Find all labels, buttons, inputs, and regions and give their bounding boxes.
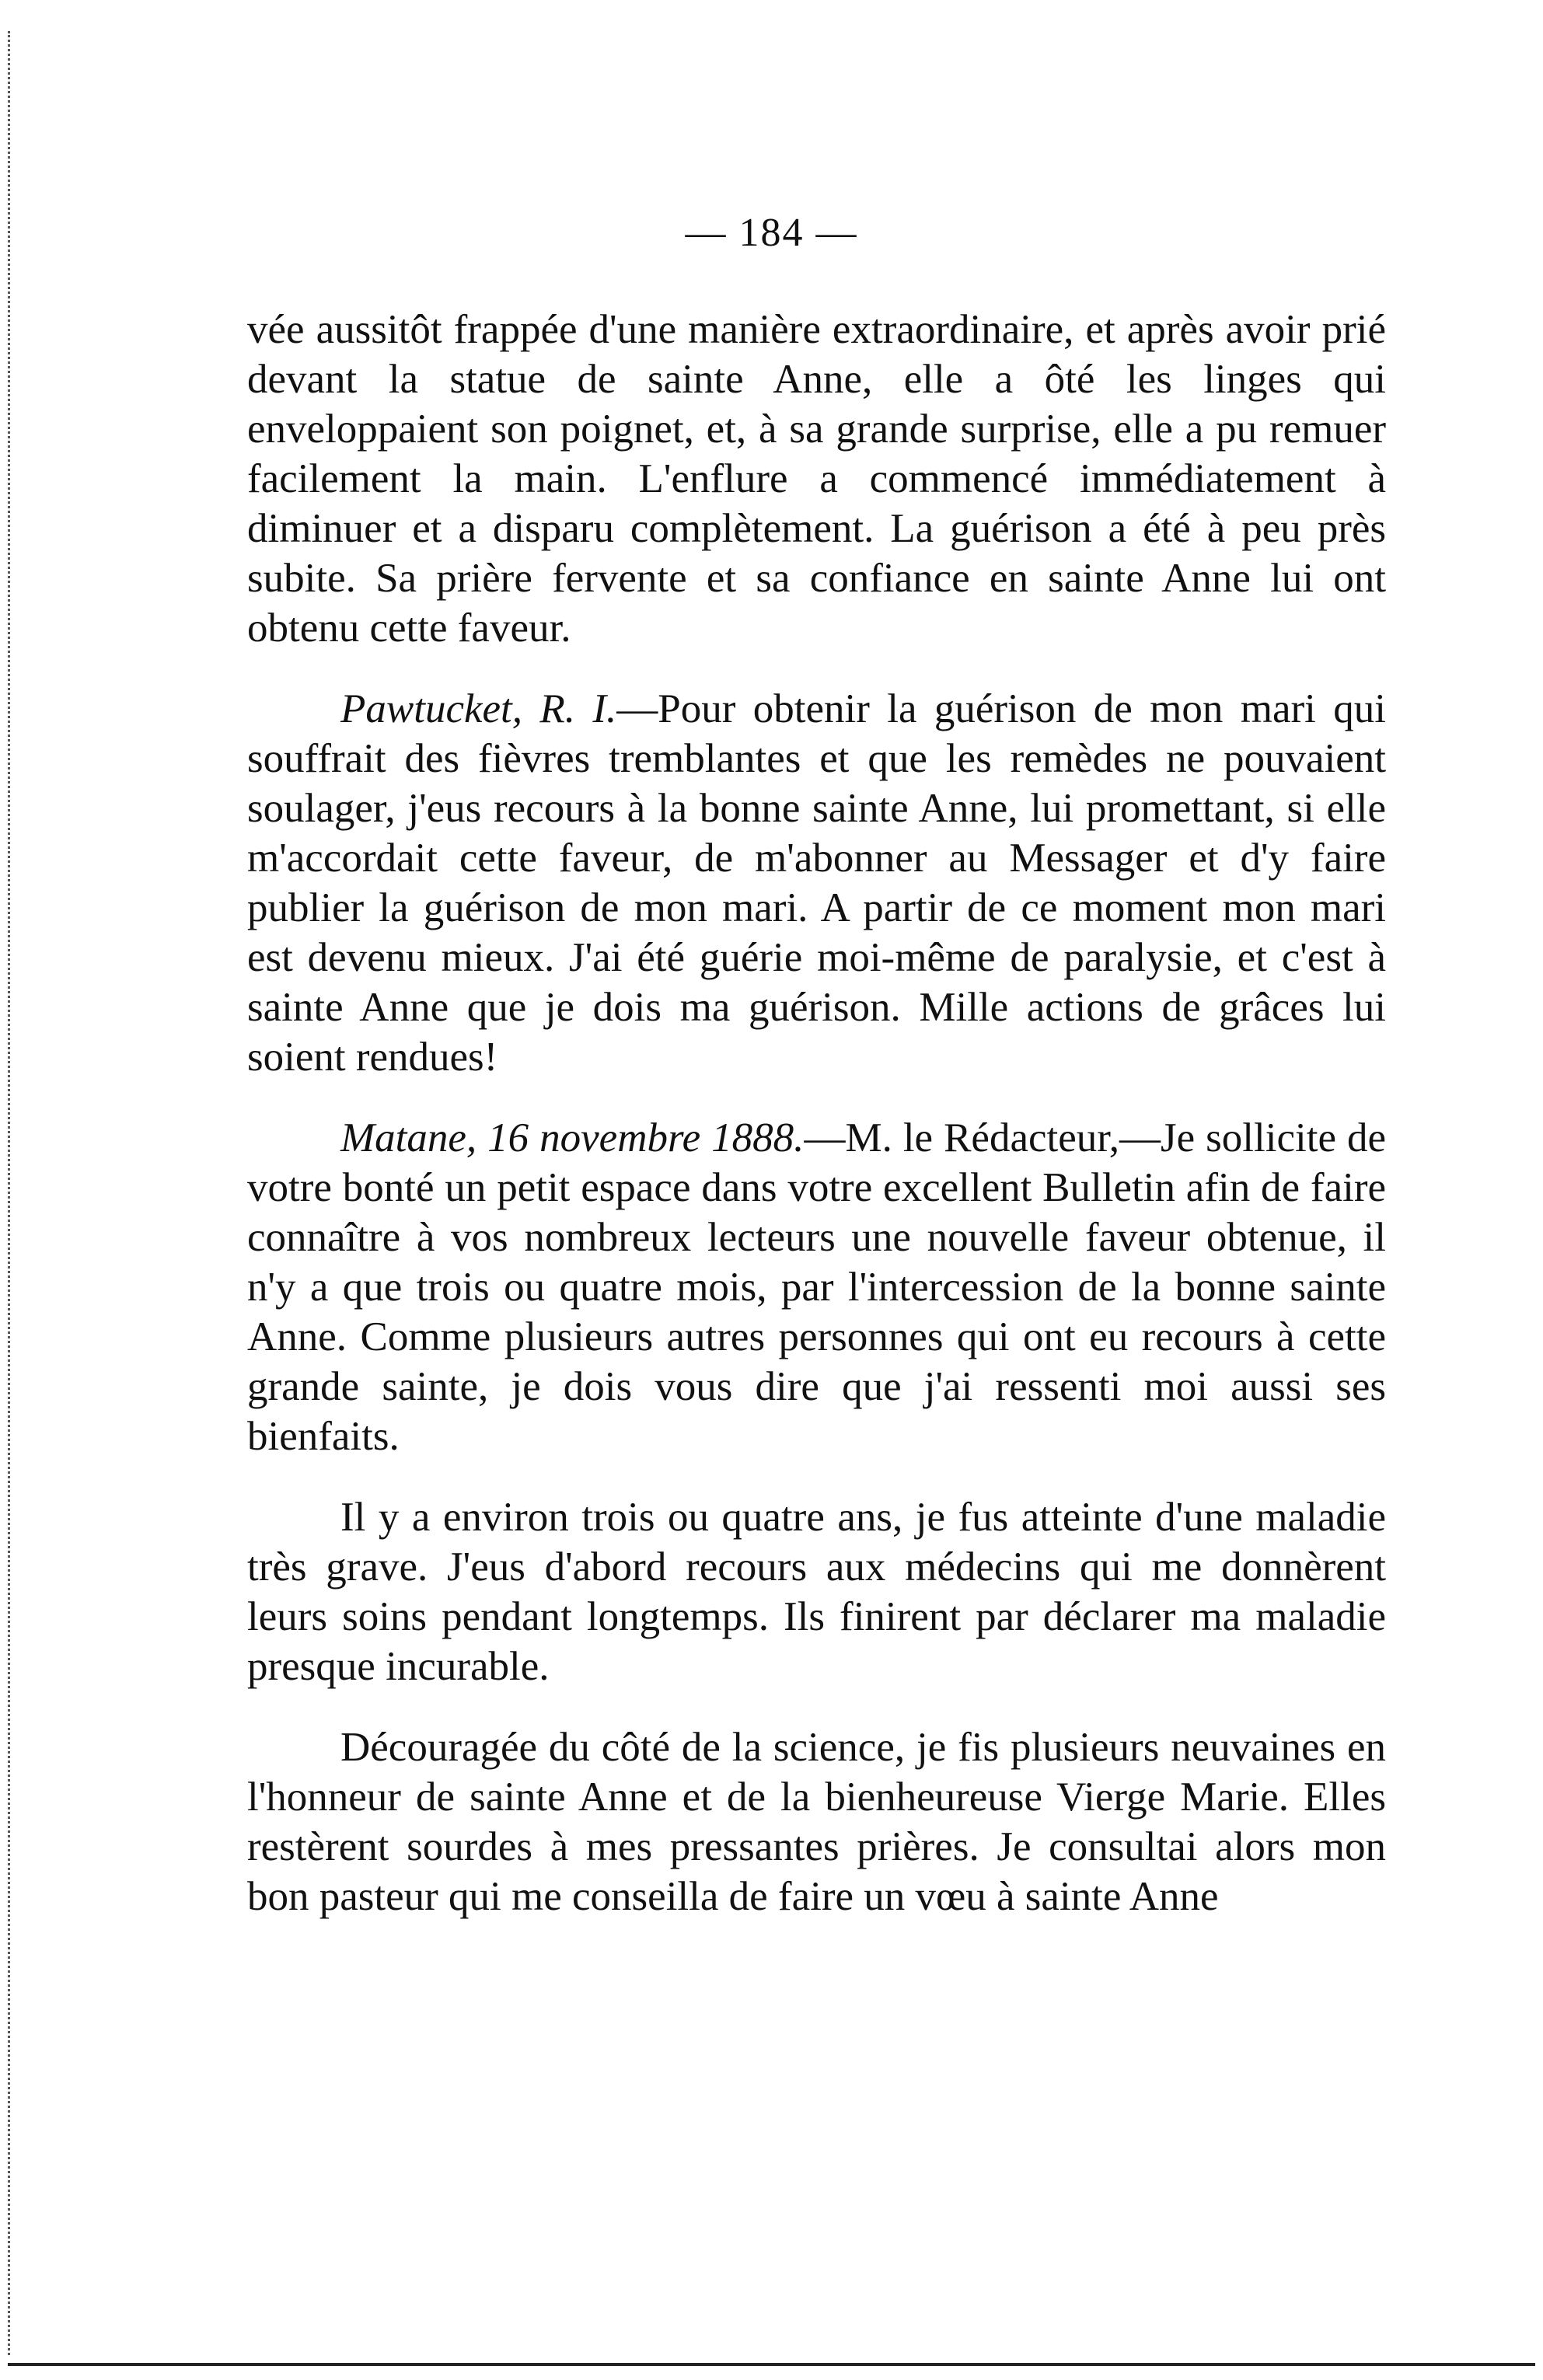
paragraph-1	[247, 305, 1386, 653]
paragraph-text: Il y a environ trois ou quatre ans, je fus atteinte d'une maladie très grave. J'eus d'abord recours aux médecins qui me donnèrent leurs soins pendant longtemps. Ils finirent par déclarer ma maladie presque incurable.	[247, 1495, 1386, 1689]
bottom-rule	[8, 2363, 1535, 2366]
place-heading: Matane, 16 novembre 1888.	[340, 1115, 805, 1160]
page-number: — 184 —	[685, 211, 858, 255]
paragraph-2	[247, 684, 1386, 1082]
paragraph-text: —M. le Rédacteur,—Je sollicite de votre bonté un petit espace dans votre excellent Bulletin afin de faire connaître à vos nombreux lecteurs une nouvelle faveur obtenue, il n'y a que trois ou quatre mois, par l'intercession de la bonne sainte Anne. Comme plusieurs autres personnes qui ont eu recours à cette grande sainte, je dois vous dire que j'ai ressenti moi aussi ses bienfaits.	[247, 1115, 1387, 1459]
paragraph-4	[247, 1492, 1386, 1691]
paragraph-3	[247, 1113, 1386, 1461]
body-text	[247, 305, 1386, 1953]
place-heading: Pawtucket, R. I.	[340, 686, 617, 731]
page-edge-rule	[8, 31, 10, 2355]
paragraph-5	[247, 1722, 1386, 1921]
paragraph-text: vée aussitôt frappée d'une manière extraordinaire, et après avoir prié devant la statue de sainte Anne, elle a ôté les linges qui enveloppaient son poignet, et, à sa grande surprise, elle a pu remuer facilement la main. L'enflure a commencé immédiatement à diminuer et a disparu complètement. La guérison a été à peu près subite. Sa prière fervente et sa confiance en sainte Anne lui ont obtenu cette faveur.	[247, 307, 1386, 651]
paragraph-text: —Pour obtenir la guérison de mon mari qui souffrait des fièvres tremblantes et que les remèdes ne pouvaient soulager, j'eus recours à la bonne sainte Anne, lui promettant, si elle m'accordait cette faveur, de m'abonner au Messager et d'y faire publier la guérison de mon mari. A partir de ce moment mon mari est devenu mieux. J'ai été guérie moi-même de paralysie, et c'est à sainte Anne que je dois ma guérison. Mille actions de grâces lui soient rendues!	[247, 686, 1386, 1080]
paragraph-text: Découragée du côté de la science, je fis plusieurs neuvaines en l'honneur de sainte Anne et de la bienheureuse Vierge Marie. Elles restèrent sourdes à mes pressantes prières. Je consultai alors mon bon pasteur qui me conseilla de faire un vœu à sainte Anne	[247, 1725, 1386, 1919]
